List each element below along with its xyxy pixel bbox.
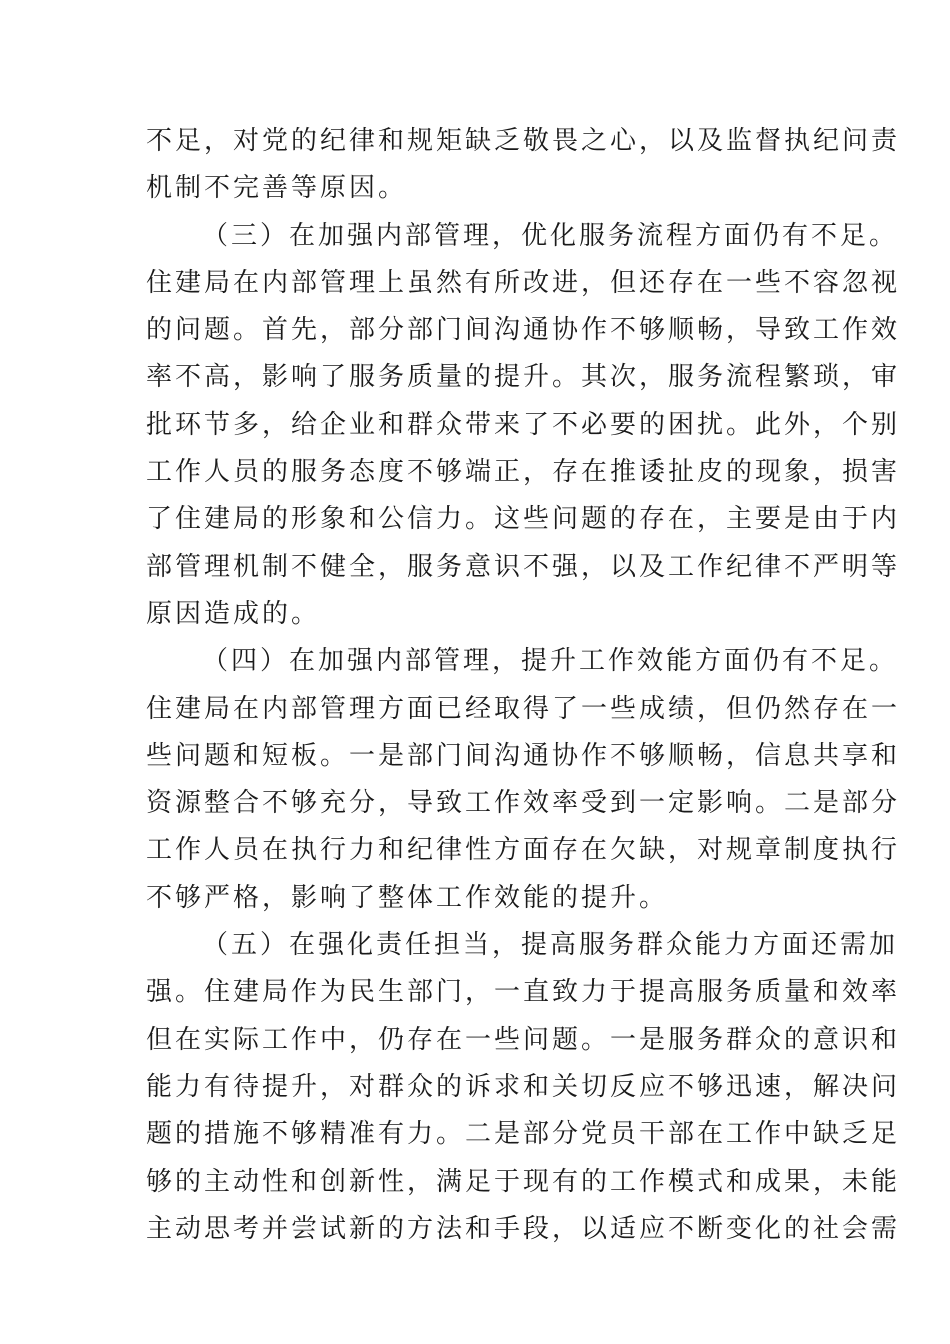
text-line: 工作人员在执行力和纪律性方面存在欠缺，对规章制度执行 [146,835,901,866]
text-line: 能力有待提升，对群众的诉求和关切反应不够迅速，解决问 [146,1071,901,1102]
text-line: 些问题和短板。一是部门间沟通协作不够顺畅，信息共享和 [146,740,901,771]
text-line: 题的措施不够精准有力。二是部分党员干部在工作中缺乏足 [146,1119,901,1150]
text-line: 但在实际工作中，仍存在一些问题。一是服务群众的意识和 [146,1024,901,1055]
text-line: 了住建局的形象和公信力。这些问题的存在，主要是由于内 [146,504,901,535]
section-heading-line: （五）在强化责任担当，提高服务群众能力方面还需加 [202,930,899,961]
text-line: 不足，对党的纪律和规矩缺乏敬畏之心，以及监督执纪问责 [146,126,901,156]
text-line: 的问题。首先，部分部门间沟通协作不够顺畅，导致工作效 [146,315,901,346]
section-heading-line: （四）在加强内部管理，提升工作效能方面仍有不足。 [202,646,899,677]
text-line: 资源整合不够充分，导致工作效率受到一定影响。二是部分 [146,788,901,819]
text-line: 强。住建局作为民生部门，一直致力于提高服务质量和效率 [146,977,901,1008]
text-line: 部管理机制不健全，服务意识不强，以及工作纪律不严明等 [146,551,901,582]
text-line: 住建局在内部管理上虽然有所改进，但还存在一些不容忽视 [146,267,901,298]
text-line: 主动思考并尝试新的方法和手段，以适应不断变化的社会需 [146,1213,901,1244]
text-line: 批环节多，给企业和群众带来了不必要的困扰。此外，个别 [146,409,901,440]
text-line: 机制不完善等原因。 [146,173,408,204]
text-line: 够的主动性和创新性，满足于现有的工作模式和成果，未能 [146,1166,901,1197]
section-heading-line: （三）在加强内部管理，优化服务流程方面仍有不足。 [202,220,899,251]
text-line: 工作人员的服务态度不够端正，存在推诿扯皮的现象，损害 [146,457,901,488]
document-body [146,118,901,1253]
text-line: 住建局在内部管理方面已经取得了一些成绩，但仍然存在一 [146,693,901,724]
text-line: 率不高，影响了服务质量的提升。其次，服务流程繁琐，审 [146,362,901,393]
text-line: 原因造成的。 [146,598,321,629]
text-line: 不够严格，影响了整体工作效能的提升。 [146,882,669,913]
